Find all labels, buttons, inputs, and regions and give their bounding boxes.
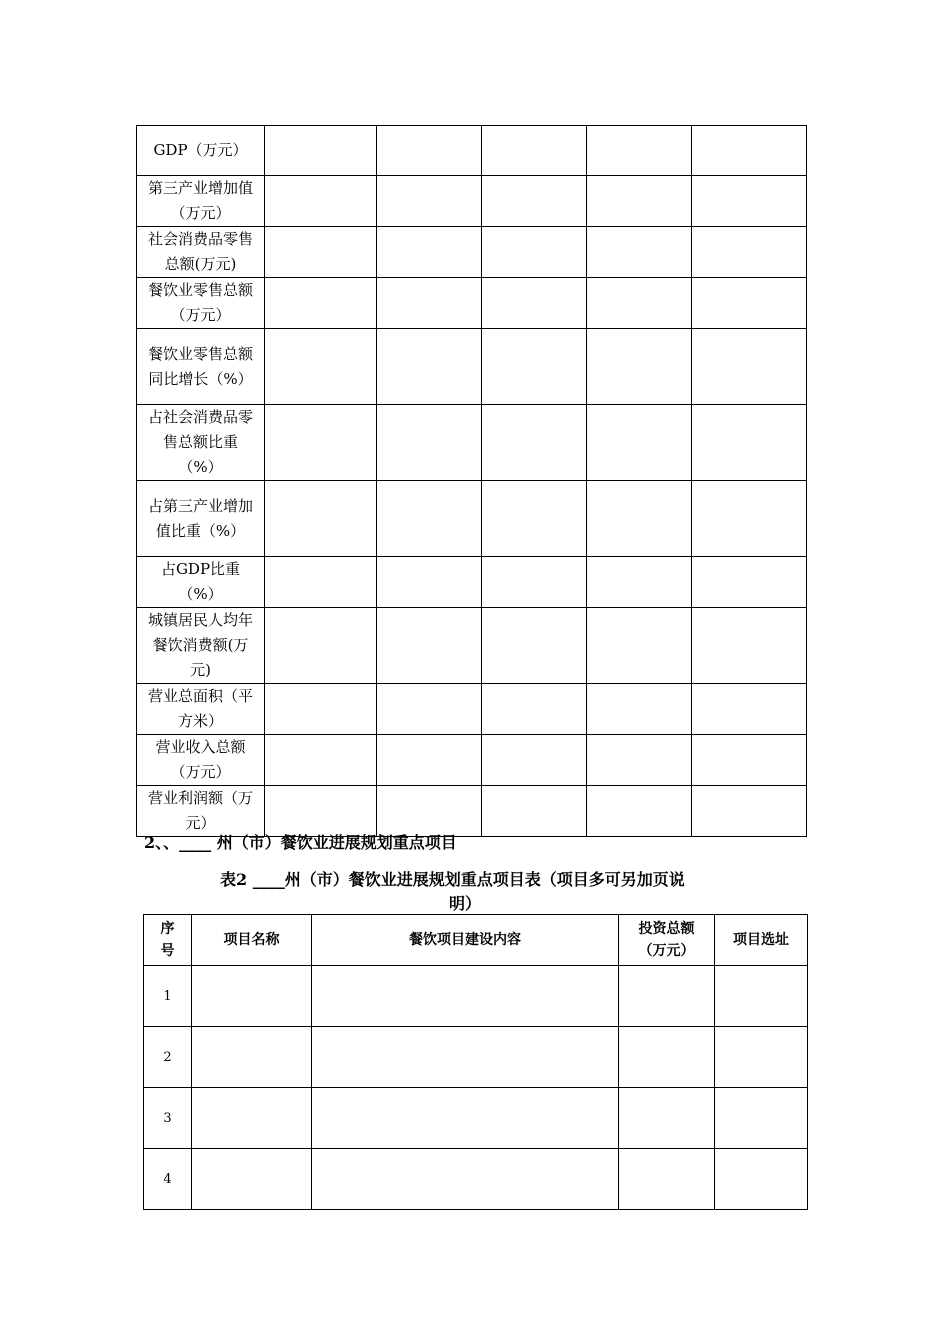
indicator-row — [137, 608, 807, 684]
indicator-row — [137, 126, 807, 176]
indicator-label: 营业总面积（平方米） — [137, 684, 265, 735]
indicator-label: 餐饮业零售总额同比增长（%） — [137, 329, 265, 405]
project-row — [144, 1149, 808, 1210]
value-cell[interactable] — [692, 405, 807, 481]
indicator-label: GDP（万元） — [137, 126, 265, 176]
indicator-label: 营业收入总额（万元） — [137, 735, 265, 786]
row-number: 4 — [144, 1149, 192, 1210]
project-cell[interactable] — [619, 1027, 715, 1088]
value-cell[interactable] — [377, 278, 482, 329]
project-cell[interactable] — [619, 1149, 715, 1210]
project-cell[interactable] — [192, 1149, 312, 1210]
project-cell[interactable] — [192, 1088, 312, 1149]
row-number: 2 — [144, 1027, 192, 1088]
indicator-row — [137, 684, 807, 735]
value-cell[interactable] — [692, 176, 807, 227]
value-cell[interactable] — [377, 405, 482, 481]
value-cell[interactable] — [377, 176, 482, 227]
value-cell[interactable] — [692, 684, 807, 735]
project-table — [143, 914, 808, 1210]
value-cell[interactable] — [587, 735, 692, 786]
value-cell[interactable] — [587, 481, 692, 557]
indicator-row — [137, 278, 807, 329]
project-row — [144, 966, 808, 1027]
value-cell[interactable] — [265, 684, 377, 735]
value-cell[interactable] — [265, 176, 377, 227]
value-cell[interactable] — [482, 735, 587, 786]
value-cell[interactable] — [265, 278, 377, 329]
value-cell[interactable] — [587, 608, 692, 684]
project-cell[interactable] — [312, 966, 619, 1027]
indicator-label: 第三产业增加值（万元） — [137, 176, 265, 227]
value-cell[interactable] — [587, 176, 692, 227]
value-cell[interactable] — [265, 786, 377, 837]
value-cell[interactable] — [265, 126, 377, 176]
indicator-row — [137, 481, 807, 557]
value-cell[interactable] — [587, 405, 692, 481]
value-cell[interactable] — [692, 126, 807, 176]
value-cell[interactable] — [377, 735, 482, 786]
value-cell[interactable] — [587, 557, 692, 608]
header-row — [144, 915, 808, 966]
value-cell[interactable] — [377, 786, 482, 837]
project-cell[interactable] — [715, 966, 808, 1027]
value-cell[interactable] — [377, 481, 482, 557]
value-cell[interactable] — [692, 608, 807, 684]
value-cell[interactable] — [482, 786, 587, 837]
indicator-label: 城镇居民人均年餐饮消费额(万元) — [137, 608, 265, 684]
indicator-row — [137, 227, 807, 278]
value-cell[interactable] — [265, 405, 377, 481]
indicator-label: 占社会消费品零售总额比重（%） — [137, 405, 265, 481]
indicator-row — [137, 735, 807, 786]
project-cell[interactable] — [312, 1027, 619, 1088]
value-cell[interactable] — [482, 608, 587, 684]
value-cell[interactable] — [482, 227, 587, 278]
value-cell[interactable] — [377, 227, 482, 278]
indicator-label: 营业利润额（万元） — [137, 786, 265, 837]
value-cell[interactable] — [587, 329, 692, 405]
value-cell[interactable] — [265, 329, 377, 405]
value-cell[interactable] — [377, 329, 482, 405]
project-cell[interactable] — [192, 1027, 312, 1088]
value-cell[interactable] — [377, 684, 482, 735]
indicator-row — [137, 557, 807, 608]
value-cell[interactable] — [692, 278, 807, 329]
value-cell[interactable] — [587, 126, 692, 176]
project-cell[interactable] — [312, 1088, 619, 1149]
value-cell[interactable] — [482, 557, 587, 608]
value-cell[interactable] — [692, 481, 807, 557]
caption-line-1: 表2 ____州（市）餐饮业进展规划重点项目表（项目多可另加页说 — [220, 870, 685, 889]
indicator-label: 社会消费品零售总额(万元) — [137, 227, 265, 278]
value-cell[interactable] — [587, 227, 692, 278]
value-cell[interactable] — [482, 278, 587, 329]
value-cell[interactable] — [265, 608, 377, 684]
value-cell[interactable] — [377, 608, 482, 684]
section-heading: 2、、____ 州（市）餐饮业进展规划重点项目 — [144, 833, 457, 852]
project-cell[interactable] — [715, 1149, 808, 1210]
project-cell[interactable] — [312, 1149, 619, 1210]
value-cell[interactable] — [265, 735, 377, 786]
value-cell[interactable] — [482, 126, 587, 176]
project-row — [144, 1027, 808, 1088]
value-cell[interactable] — [692, 557, 807, 608]
row-number: 1 — [144, 966, 192, 1027]
value-cell[interactable] — [692, 735, 807, 786]
header-index: 序号 — [144, 915, 192, 966]
value-cell[interactable] — [265, 481, 377, 557]
indicator-row — [137, 329, 807, 405]
value-cell[interactable] — [377, 557, 482, 608]
value-cell[interactable] — [692, 786, 807, 837]
row-number: 3 — [144, 1088, 192, 1149]
caption-line-2: 明） — [448, 894, 481, 913]
indicator-label: 占GDP比重（%） — [137, 557, 265, 608]
value-cell[interactable] — [482, 176, 587, 227]
value-cell[interactable] — [587, 278, 692, 329]
project-cell[interactable] — [715, 1088, 808, 1149]
value-cell[interactable] — [265, 227, 377, 278]
value-cell[interactable] — [587, 684, 692, 735]
value-cell[interactable] — [482, 481, 587, 557]
project-cell[interactable] — [192, 966, 312, 1027]
value-cell[interactable] — [692, 329, 807, 405]
indicator-row — [137, 176, 807, 227]
indicator-label: 占第三产业增加值比重（%） — [137, 481, 265, 557]
value-cell[interactable] — [587, 786, 692, 837]
indicator-row — [137, 786, 807, 837]
value-cell[interactable] — [377, 126, 482, 176]
header-investment: 投资总额（万元） — [619, 915, 715, 966]
value-cell[interactable] — [482, 405, 587, 481]
indicator-table — [136, 125, 807, 837]
value-cell[interactable] — [482, 684, 587, 735]
project-row — [144, 1088, 808, 1149]
header-location: 项目选址 — [715, 915, 808, 966]
table-caption — [220, 868, 795, 916]
header-content: 餐饮项目建设内容 — [312, 915, 619, 966]
project-cell[interactable] — [715, 1027, 808, 1088]
header-project-name: 项目名称 — [192, 915, 312, 966]
value-cell[interactable] — [692, 227, 807, 278]
value-cell[interactable] — [482, 329, 587, 405]
value-cell[interactable] — [265, 557, 377, 608]
project-cell[interactable] — [619, 1088, 715, 1149]
indicator-row — [137, 405, 807, 481]
project-cell[interactable] — [619, 966, 715, 1027]
indicator-label: 餐饮业零售总额（万元） — [137, 278, 265, 329]
